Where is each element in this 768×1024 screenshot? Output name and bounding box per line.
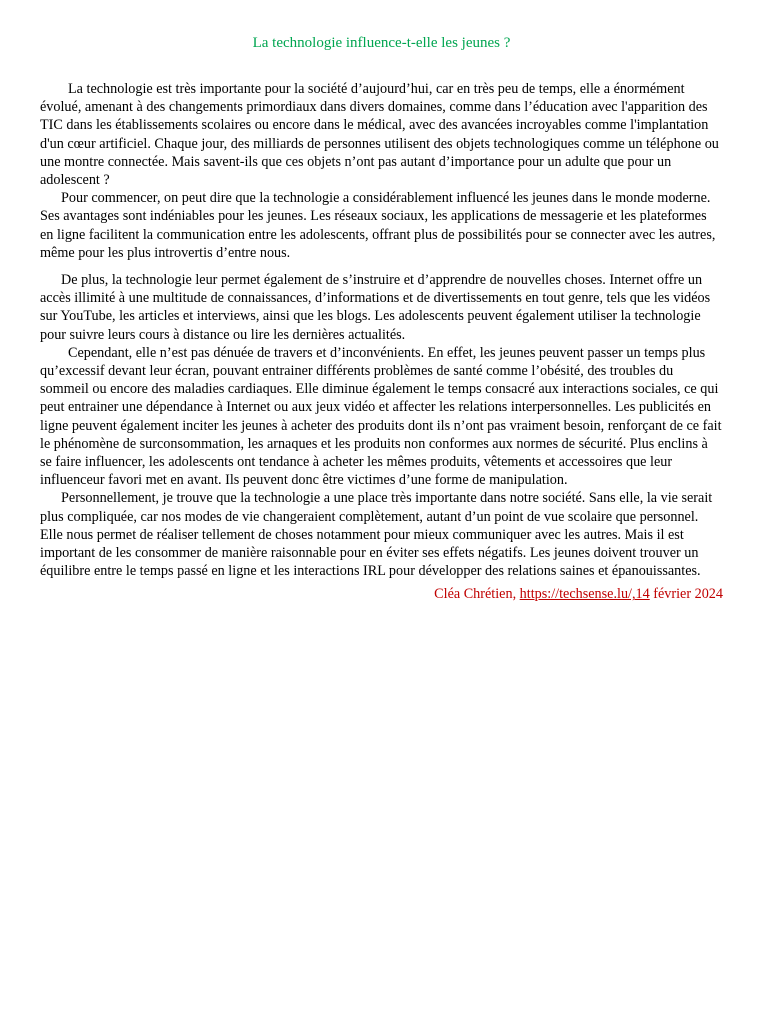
document-title: La technologie influence-t-elle les jeunes ? bbox=[252, 35, 511, 51]
paragraph-drawbacks: Cependant, elle n’est pas dénuée de travers et d’inconvénients. En effet, les jeunes peuvent passer un temps plus qu’excessif devant leur écran, pouvant entrainer différents problèmes de santé comme l’obésité, des troubles du sommeil ou encore des maladies cardiaques. Elle diminue également le temps consacré aux interactions sociales, ce qui peut entrainer une dépendance à Internet ou aux jeux vidéo et affecter les relations interpersonnelles. Les publicités en ligne peuvent également inciter les jeunes à acheter des produits dont ils n’ont pas vraiment besoin, renforçant de ce fait le phénomène de surconsommation, les arnaques et les produits non conformes aux normes de sécurité. Plus enclins à se faire influencer, les adolescents ont tendance à acheter les mêmes produits, vêtements et accessoires que leur influenceur favori met en avant. Ils peuvent donc être victimes d’une forme de manipulation. bbox=[40, 344, 722, 489]
document-page bbox=[40, 0, 723, 603]
signature-line bbox=[40, 585, 723, 603]
paragraph-learning: De plus, la technologie leur permet également de s’instruire et d’apprendre de nouvelles choses. Internet offre un accès illimité à une multitude de connaissances, d’informations et de divertissements en tout genre, tels que les vidéos sur YouTube, les articles et interviews, ainsi que les blogs. Les adolescents peuvent également utiliser la technologie pour suivre leurs cours à distance ou lire les dernières actualités. bbox=[40, 272, 711, 343]
paragraph-intro: La technologie est très importante pour la société d’aujourd’hui, car en très peu de temps, elle a énormément évolué, amenant à des changements primordiaux dans divers domaines, comme dans l’éducation avec l'apparition des TIC dans les établissements scolaires ou encore dans le médical, avec des avancées incroyables comme l'implantation d'un cœur artificiel. Chaque jour, des milliards de personnes utilisent des objets technologiques comme un téléphone ou une montre connectée. Mais savent-ils que ces objets n’ont pas autant d’importance pour un adulte que pour un adolescent ? bbox=[40, 81, 719, 189]
signature-author: Cléa Chrétien, bbox=[434, 586, 520, 603]
source-link[interactable]: https://techsense.lu/,14 bbox=[519, 586, 650, 603]
signature-date: février 2024 bbox=[649, 586, 723, 603]
paragraph-opinion: Personnellement, je trouve que la technologie a une place très importante dans notre société. Sans elle, la vie serait plus compliquée, car nos modes de vie changeraient complètement, autant d’un point de vue scolaire que personnel. Elle nous permet de réaliser tellement de choses notamment pour mieux communiquer avec les autres. Mais il est important de les consommer de manière raisonnable pour en éviter ses effets négatifs. Les jeunes doivent trouver un équilibre entre le temps passé en ligne et les interactions IRL pour développer des relations saines et épanouissantes. bbox=[40, 490, 713, 580]
document-body bbox=[40, 80, 723, 580]
paragraph-social: Pour commencer, on peut dire que la technologie a considérablement influencé les jeunes dans le monde moderne. Ses avantages sont indéniables pour les jeunes. Les réseaux sociaux, les applications de messagerie et les plateformes en ligne facilitent la communication entre les adolescents, offrant plus de possibilités pour se connecter avec les autres, même pour les plus introvertis d’entre nous. bbox=[40, 190, 716, 261]
